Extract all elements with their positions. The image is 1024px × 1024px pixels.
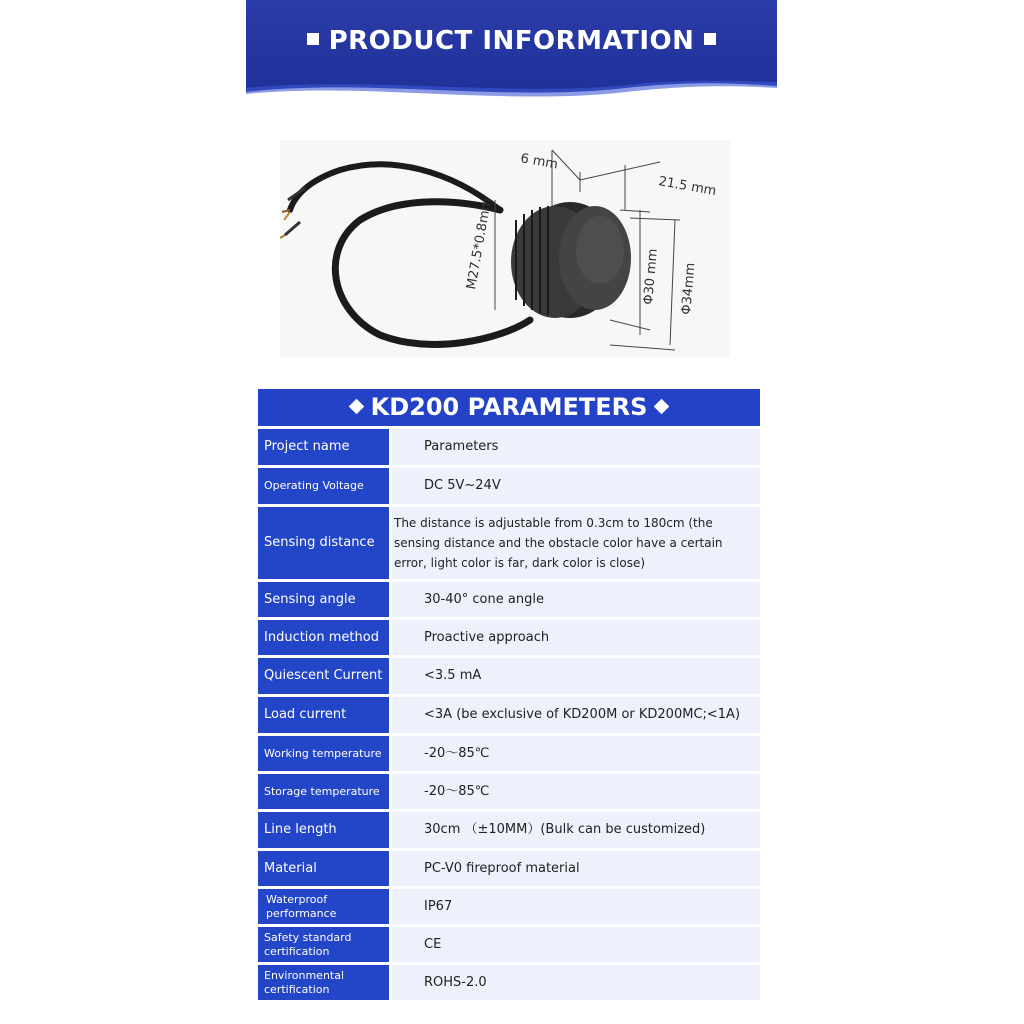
row-label: Waterproof performance [258,889,389,924]
row-label: Safety standard certification [258,927,389,962]
row-value: 30cm （±10MM）(Bulk can be customized) [392,812,760,848]
dim-outer-dia-label: Φ34mm [679,262,699,316]
product-info-banner [246,0,777,104]
table-row [258,927,760,962]
square-bullet-icon [704,33,716,45]
row-value: CE [392,927,760,962]
row-label: Load current [258,697,389,733]
row-value: <3A (be exclusive of KD200M or KD200MC;<1A) [392,697,760,733]
row-value: 30-40° cone angle [392,582,760,617]
row-value: -20～85℃ [392,774,760,809]
row-value: -20～85℃ [392,736,760,771]
row-value: PC-V0 fireproof material [392,851,760,886]
banner-title [246,26,777,56]
row-label: Project name [258,429,389,465]
square-bullet-icon [307,33,319,45]
table-row [258,697,760,733]
row-value: ROHS-2.0 [392,965,760,1000]
table-header [258,389,760,426]
row-value: DC 5V~24V [392,468,760,504]
row-label: Working temperature [258,736,389,771]
table-title: KD200 PARAMETERS [370,393,648,421]
row-label: Sensing distance [258,507,389,579]
table-row [258,620,760,655]
table-row [258,468,760,504]
dim-width-label: 21.5 mm [657,174,718,200]
row-label: Material [258,851,389,886]
table-row [258,429,760,465]
parameters-table [258,389,760,1000]
table-row [258,965,760,1000]
table-row [258,582,760,617]
table-row [258,889,760,924]
table-row [258,507,760,579]
sensor-drawing [280,140,730,358]
table-row [258,774,760,809]
banner-wave [246,74,777,104]
row-value: Parameters [392,429,760,465]
table-row [258,812,760,848]
banner-title-text: PRODUCT INFORMATION [328,26,695,56]
row-label: Environmental certification [258,965,389,1000]
row-value: <3.5 mA [392,658,760,694]
dim-inner-dia-label: Φ30 mm [641,248,661,306]
row-value: Proactive approach [392,620,760,655]
diamond-bullet-icon [348,399,364,415]
row-label: Quiescent Current [258,658,389,694]
row-label: Sensing angle [258,582,389,617]
row-label: Storage temperature [258,774,389,809]
table-row [258,736,760,771]
row-label: Induction method [258,620,389,655]
table-row [258,851,760,886]
dim-thread-label: M27.5*0.8mm [464,196,496,291]
table-row [258,658,760,694]
row-label: Operating Voltage [258,468,389,504]
row-value: The distance is adjustable from 0.3cm to 180cm (the sensing distance and the obstacle color have a certain error, light color is far, dark color is close) [392,507,760,579]
row-label: Line length [258,812,389,848]
dim-small-label: 6 mm [519,151,560,173]
diamond-bullet-icon [654,399,670,415]
product-photo [280,140,730,358]
row-value: IP67 [392,889,760,924]
